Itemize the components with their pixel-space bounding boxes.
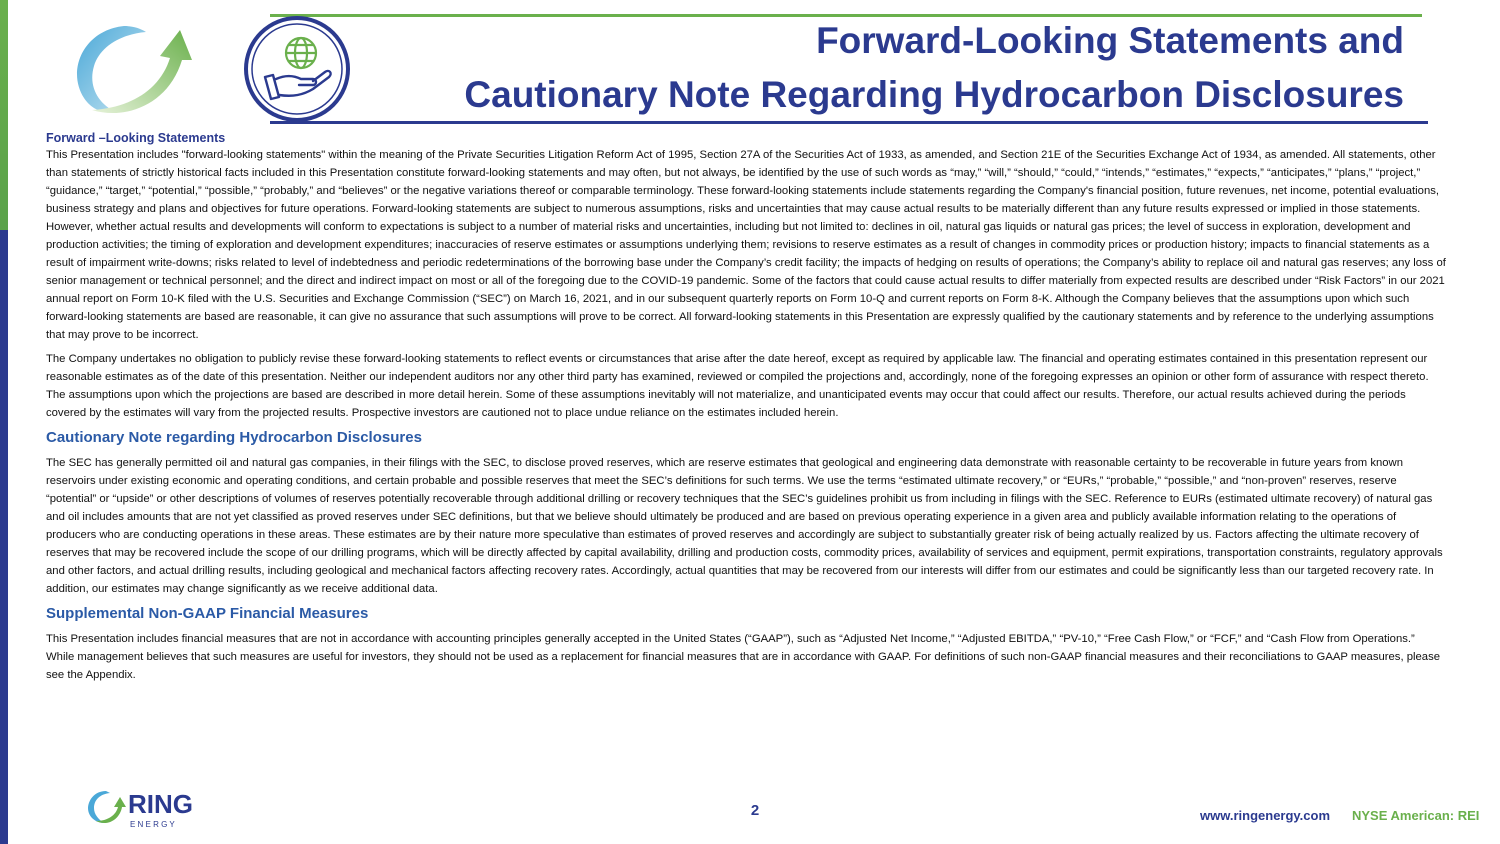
non-gaap-heading: Supplemental Non-GAAP Financial Measures: [46, 605, 369, 622]
ring-energy-footer-logo: [86, 785, 226, 830]
footer-logo-subtitle: E N E R G Y: [130, 820, 175, 829]
footer-website-link[interactable]: www.ringenergy.com: [1200, 808, 1331, 823]
forward-looking-paragraph-2: The Company undertakes no obligation to publicly revise these forward-looking statements to reflect events or circumstances that arise after the date hereof, except as required by applicable law. The financial and operating estimates contained in this presentation represent our reasonable estimates as of the date of this presentation. Neither our independent auditors nor any other third party has examined, reviewed or compiled the projections and, accordingly, none of the foregoing expresses an opinion or other form of assurance with respect thereto. The assumptions upon which the projections are based are described in more detail herein. Some of these assumptions inevitably will not materialize, and unanticipated events may occur that could affect our results. Therefore, our actual results achieved during the periods covered by the estimates will vary from the projected results. Prospective investors are cautioned not to place undue reliance on the estimates included herein.: [46, 353, 1429, 419]
page-title: [464, 14, 1404, 122]
non-gaap-paragraph: This Presentation includes financial measures that are not in accordance with accounting principles generally accepted in the United States (“GAAP”), such as “Adjusted Net Income,” “Adjusted EBITDA,” “PV-10,” “Free Cash Flow,” or “FCF,” and “Cash Flow from Operations.” While management believes that such measures are useful for investors, they should not be used as a replacement for financial measures that are in accordance with GAAP. For definitions of such non-GAAP financial measures and their reconciliations to GAAP measures, please see the Appendix.: [46, 633, 1441, 681]
left-accent-bar-green: [0, 0, 8, 230]
cautionary-note-heading: Cautionary Note regarding Hydrocarbon Disclosures: [46, 429, 422, 446]
page-title-line-2: Cautionary Note Regarding Hydrocarbon Disclosures: [464, 74, 1404, 115]
page-number: 2: [750, 802, 760, 819]
forward-looking-heading: Forward –Looking Statements: [46, 131, 226, 145]
cautionary-note-paragraph: The SEC has generally permitted oil and natural gas companies, in their filings with the SEC, to disclose proved reserves, which are reserve estimates that geological and engineering data demonstrate with reasonable certainty to be recoverable in future years from known reservoirs under existing economic and operating conditions, and certain probable and possible reserves that meet the SEC’s definitions for such terms. We use the terms “estimated ultimate recovery,” or “EURs,” “probable,” “possible,” and “non-proven” reserves, reserve “potential” or “upside” or other descriptions of volumes of reserves potentially recoverable through additional drilling or recovery techniques that the SEC’s guidelines prohibit us from including in filings with the SEC. Reference to EURs (estimated ultimate recovery) of natural gas and oil includes amounts that are not yet classified as proved reserves under SEC definitions, but that we believe should ultimately be produced and are based on previous operating experience in a given area and publicly available information relating to the operations of producers who are conducting operations in these areas. These estimates are by their nature more speculative than estimates of proved reserves and accordingly are subject to substantially greater risk of being actually realized by us. Factors affecting the ultimate recovery of reserves that may be recovered include the scope of our drilling programs, which will be directly affected by capital availability, drilling and production costs, commodity prices, availability of services and equipment, permit expirations, transportation constraints, regulatory approvals and other factors, and actual drilling results, including geological and mechanical factors affecting recovery rates. Accordingly, actual quantities that may be recovered from our interests will differ from our estimates and could be significantly less than our targeted recovery rate. In addition, our estimates may change significantly as we receive additional data.: [46, 457, 1443, 595]
disclaimer-content: [46, 130, 1446, 690]
footer-logo-word: RING: [128, 789, 193, 819]
page-title-line-1: Forward-Looking Statements and: [816, 20, 1404, 61]
ring-swoosh-logo-icon: [64, 20, 204, 120]
forward-looking-paragraph-1: This Presentation includes "forward-looking statements" within the meaning of the Private Securities Litigation Reform Act of 1995, Section 27A of the Securities Act of 1933, as amended, and Section 21E of the Securities Exchange Act of 1934, as amended. All statements, other than statements of strictly historical facts included in this Presentation constitute forward-looking statements and may often, but not always, be identified by the use of such words as “may,” “will,” “should,” “could,” “intends,” “estimates,” “expects,” “anticipates,” “plans,” “project,” “guidance,” “target,” “potential,” “possible,” “probably,” and “believes” or the negative variations thereof or comparable terminology. These forward-looking statements include statements regarding the Company's financial position, future revenues, net income, potential evaluations, business strategy and plans and objectives for future operations. Forward-looking statements are subject to numerous assumptions, risks and uncertainties that may cause actual results to be materially different than any future results expressed or implied in those statements. However, whether actual results and developments will conform to expectations is subject to a number of material risks and uncertainties, including but not limited to: declines in oil, natural gas liquids or natural gas prices; the level of success in exploration, development and production activities; the timing of exploration and development expenditures; inaccuracies of reserve estimates or assumptions underlying them; revisions to reserve estimates as a result of changes in commodity prices or production history; impacts to financial statements as a result of impairment write-downs; risks related to level of indebtedness and periodic redeterminations of the borrowing base under the Company’s credit facility; the impacts of hedging on results of operations; the Company’s ability to replace oil and natural gas reserves; any loss of senior management or technical personnel; and the direct and indirect impact on most or all of the foregoing due to the COVID-19 pandemic. Some of the factors that could cause actual results to differ materially from expected results are described under “Risk Factors” in our 2021 annual report on Form 10-K filed with the U.S. Securities and Exchange Commission (“SEC”) on March 16, 2021, and in our subsequent quarterly reports on Form 10-Q and current reports on Form 8-K. Although the Company believes that the assumptions upon which such forward-looking statements are based are reasonable, it can give no assurance that such assumptions will prove to be correct. All forward-looking statements in this Presentation are expressly qualified by the cautionary statements and by reference to the underlying assumptions that may prove to be incorrect.: [46, 149, 1446, 341]
footer-ticker: NYSE American: REI: [1352, 808, 1480, 823]
globe-hand-icon: [243, 15, 351, 123]
